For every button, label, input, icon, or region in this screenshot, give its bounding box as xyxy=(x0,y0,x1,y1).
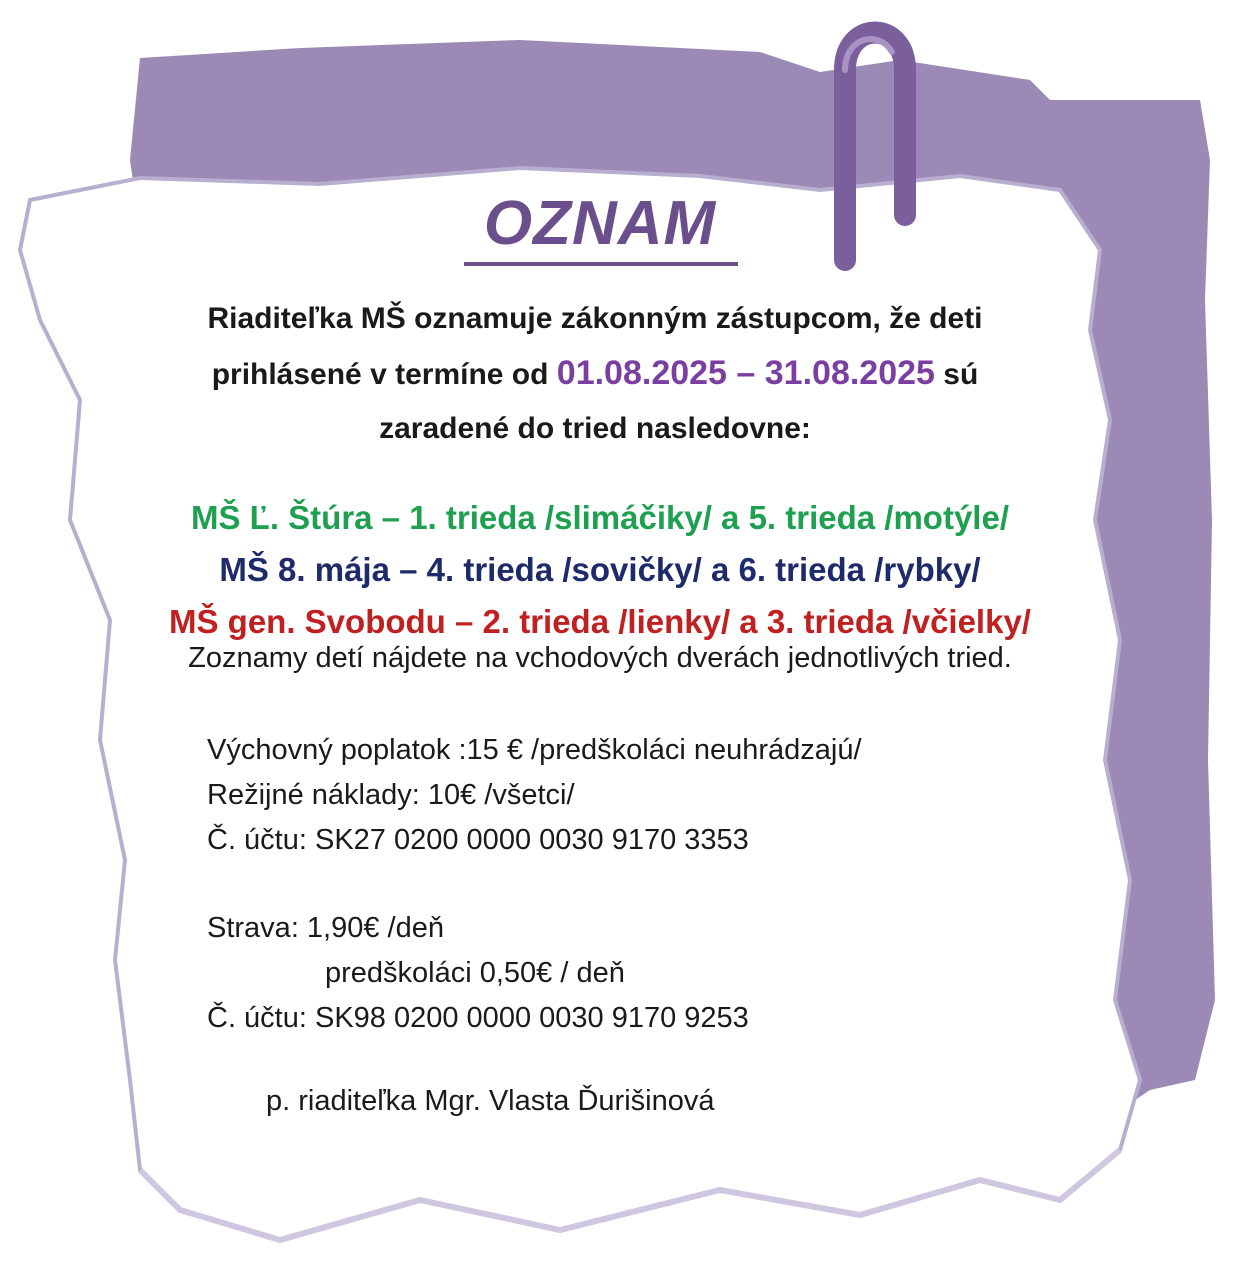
notice-title: OZNAM xyxy=(483,189,717,258)
food-preschool: predškoláci 0,50€ / deň xyxy=(325,957,625,989)
food-block xyxy=(207,906,749,1041)
title-underline xyxy=(464,262,738,266)
class-line-svobodu: MŠ gen. Svobodu – 2. trieda /lienky/ a 3. trieda /včielky/ xyxy=(169,603,1031,640)
fees-block xyxy=(207,728,862,863)
intro-text xyxy=(70,292,1120,456)
lists-note: Zoznamy detí nájdete na vchodových dverách jednotlivých tried. xyxy=(188,642,1012,674)
intro-line-2-start: prihlásené v termíne od xyxy=(211,358,557,391)
intro-line-3: zaradené do tried nasledovne: xyxy=(379,412,811,445)
class-line-sturova: MŠ Ľ. Štúra – 1. trieda /slimáčiky/ a 5. trieda /motýle/ xyxy=(191,499,1009,536)
intro-line-2-end: sú xyxy=(934,358,979,391)
intro-line-1: Riaditeľka MŠ oznamuje zákonným zástupcom, že deti xyxy=(207,302,983,335)
class-line-maja: MŠ 8. mája – 4. trieda /sovičky/ a 6. trieda /rybky/ xyxy=(219,551,981,588)
signature: p. riaditeľka Mgr. Vlasta Ďurišinová xyxy=(266,1085,715,1117)
fee-overhead: Režijné náklady: 10€ /všetci/ xyxy=(207,779,575,811)
class-assignments xyxy=(60,492,1140,648)
food-price: Strava: 1,90€ /deň xyxy=(207,912,444,944)
fee-educational: Výchovný poplatok :15 € /predškoláci neuhrádzajú/ xyxy=(207,734,862,766)
intro-line-2 xyxy=(70,346,1120,402)
food-account: Č. účtu: SK98 0200 0000 0030 9170 9253 xyxy=(207,1002,749,1034)
date-range: 01.08.2025 – 31.08.2025 xyxy=(556,354,935,392)
fee-account: Č. účtu: SK27 0200 0000 0030 9170 3353 xyxy=(207,824,749,856)
